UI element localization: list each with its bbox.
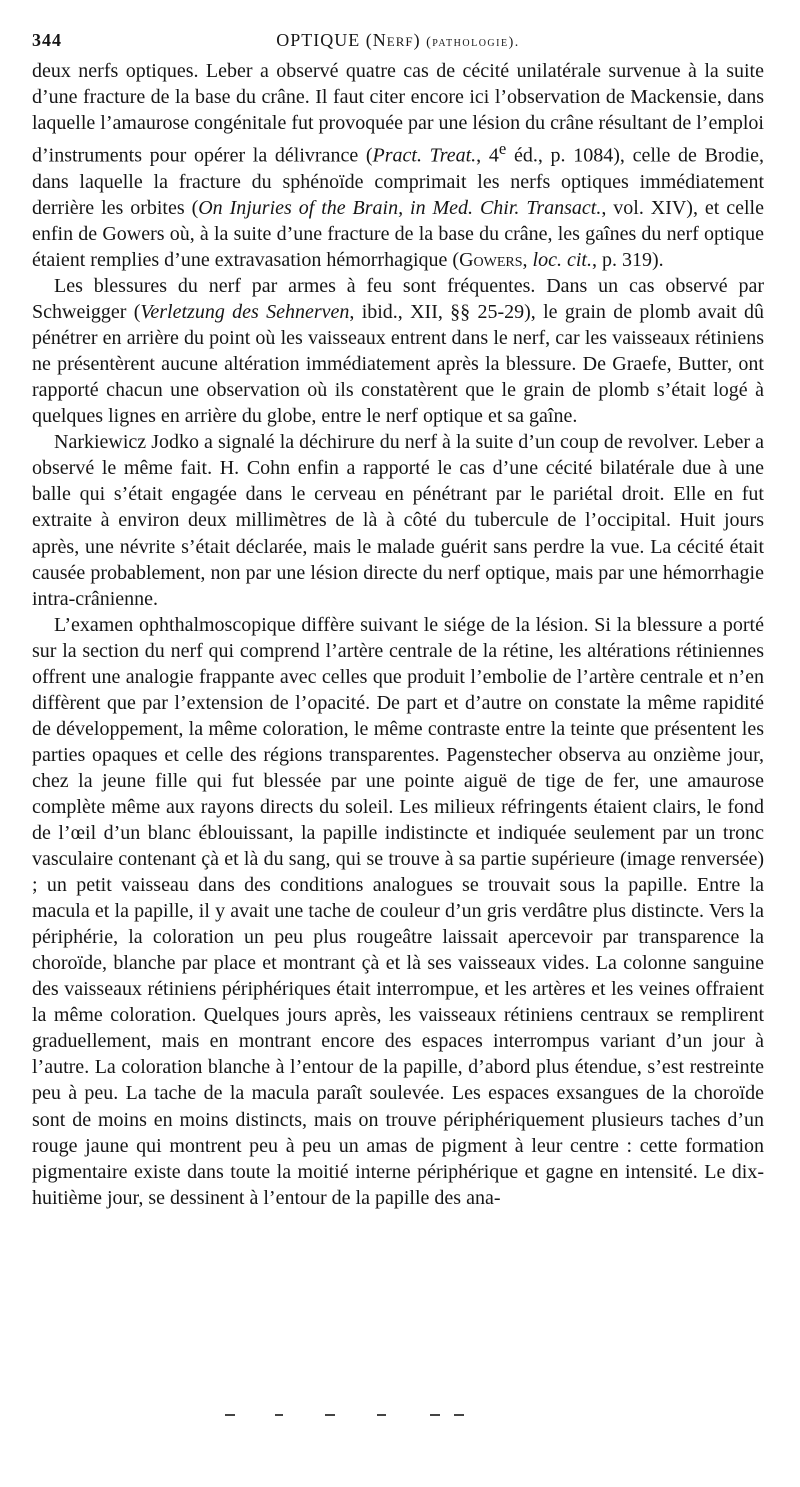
page-number: 344 (32, 30, 62, 50)
text-run: , p. 319). (591, 248, 664, 271)
text-run: L’examen ophthalmoscopique diffère suivant le siége de la lésion. Si la blessure a porté sur la section du nerf qui comprend l’artère centrale de la rétine, les altérations rétiniennes offrent une analogie frappante avec celles que produit l’embolie de l’artère centrale et n’en diffèrent que par l’extension de l’opacité. De part et d’autre on constate la même rapidité de développement, la même coloration, le même contraste entre la teinte que présentent les parties opaques et celle des régions transparentes. Pagenstecher observa au onzième jour, chez la jeune fille qui fut blessée par une pointe aiguë de tige de fer, une amaurose complète même aux rayons directs du soleil. Les milieux réfringents étaient clairs, le fond de l’œil d’un blanc éblouissant, la papille indistincte et indiquée seulement par un tronc vasculaire contenant çà et là du sang, qui se trouve à sa partie supérieure (image renversée) ; un petit vaisseau dans des conditions analogues se trouvait sous la papille. Entre la macula et la papille, il y avait une tache de couleur d’un gris verdâtre plus distincte. Vers la périphérie, la coloration un peu plus rougeâtre laissait apercevoir par transparence la choroïde, blanche par place et montrant çà et là ses vaisseaux vides. La colonne sanguine des vaisseaux rétiniens périphériques était interrompue, et les artères et les veines offraient la même coloration. Quelques jours après, les vaisseaux rétiniens centraux se remplirent graduellement, mais en montrant encore des espaces interrompus variant d’un jour à l’autre. La coloration blanche à l’entour de la papille, d’abord plus étendue, s’est restreinte peu à peu. La tache de la macula paraît soulevée. Les espaces exsangues de la choroïde sont de moins en moins distincts, mais on trouve périphériquement plusieurs taches d’un rouge jaune qui montrent peu à peu un amas de pigment à leur centre : cette formation pigmentaire existe dans toute la moitié interne périphérique et gagne en intensité. Le dix-huitième jour, se dessinent à l’entour de la papille des ana- (32, 613, 764, 1209)
paragraph (32, 58, 764, 273)
book-page (32, 30, 764, 1211)
page-header (32, 30, 764, 58)
paragraph (32, 612, 764, 1211)
italic-citation: loc. cit. (532, 248, 592, 271)
printer-mark (225, 1414, 235, 1416)
printer-mark (275, 1414, 283, 1416)
text-run: Narkiewicz Jodko a signalé la déchirure du nerf à la suite d’un coup de revolver. Leber a observé le même fait. H. Cohn enfin a rapporté le cas d’une cécité bilatérale due à une balle qui s’était engagée dans le cerveau en pénétrant par le pariétal droit. Elle en fut extraite à environ deux millimètres de là à côté du tubercule de l’occipital. Huit jours après, une névrite s’était déclarée, mais le malade guérit sans perdre la vue. La cécité était causée probablement, non par une lésion directe du nerf optique, mais par une hémorrhagie intra-crânienne. (32, 431, 764, 610)
footer-printer-marks (0, 1414, 800, 1434)
printer-mark (430, 1414, 440, 1416)
text-run: Les blessures du nerf par armes à feu sont fréquentes. Dans un cas observé par Schweigger ( (32, 275, 764, 324)
body-text (32, 58, 764, 1211)
text-run: deux nerfs optiques. Leber a observé quatre cas de cécité unilatérale survenue à la suite d’une fracture de la base du crâne. Il faut citer encore ici l’observation de Mackensie, dans laquelle l’amaurose congénitale fut provoquée par une lésion du crâne résultant de l’emploi d’instruments pour opérer la délivrance ( (32, 60, 764, 167)
superscript: e (498, 139, 507, 159)
paragraph (32, 273, 764, 429)
text-run: , 4 (476, 144, 499, 167)
text-run: éd., p. 1084), celle de Brodie, dans laquelle la fracture du sphénoïde comprimait les nerfs optiques immédiatement derrière les orbites ( (32, 144, 765, 219)
printer-mark (377, 1414, 386, 1416)
italic-citation: Verletzung des Sehnerven (140, 301, 350, 324)
paragraph (32, 429, 764, 611)
small-caps-name: Gowers (459, 248, 523, 271)
running-head (32, 30, 764, 51)
running-head-nerf: (Nerf) (365, 30, 421, 50)
text-run: , (522, 248, 533, 271)
printer-mark (325, 1414, 335, 1416)
text-run: , ibid., XII, §§ 25-29), le grain de plomb avait dû pénétrer en arrière du point où les vaisseaux entrent dans le nerf, car les vaisseaux rétiniens ne présentèrent aucune altération immédiatement après la blessure. De Graefe, Butter, ont rapporté chacun une observation où ils constatèrent que le grain de plomb s’était logé à quelques lignes en arrière du globe, entre le nerf optique et sa gaîne. (32, 301, 765, 428)
printer-mark (454, 1414, 464, 1416)
italic-citation: On Injuries of the Brain, in Med. Chir. Transact. (198, 196, 602, 219)
text-run: , vol. XIV), et celle enfin de Gowers où, à la suite d’une fracture de la base du crâne, les gaînes du nerf optique étaient remplies d’une extravasation hémorrhagique ( (32, 196, 764, 271)
italic-citation: Pract. Treat. (372, 144, 477, 167)
running-head-title: OPTIQUE (276, 30, 361, 50)
running-head-section: (pathologie). (426, 35, 520, 50)
